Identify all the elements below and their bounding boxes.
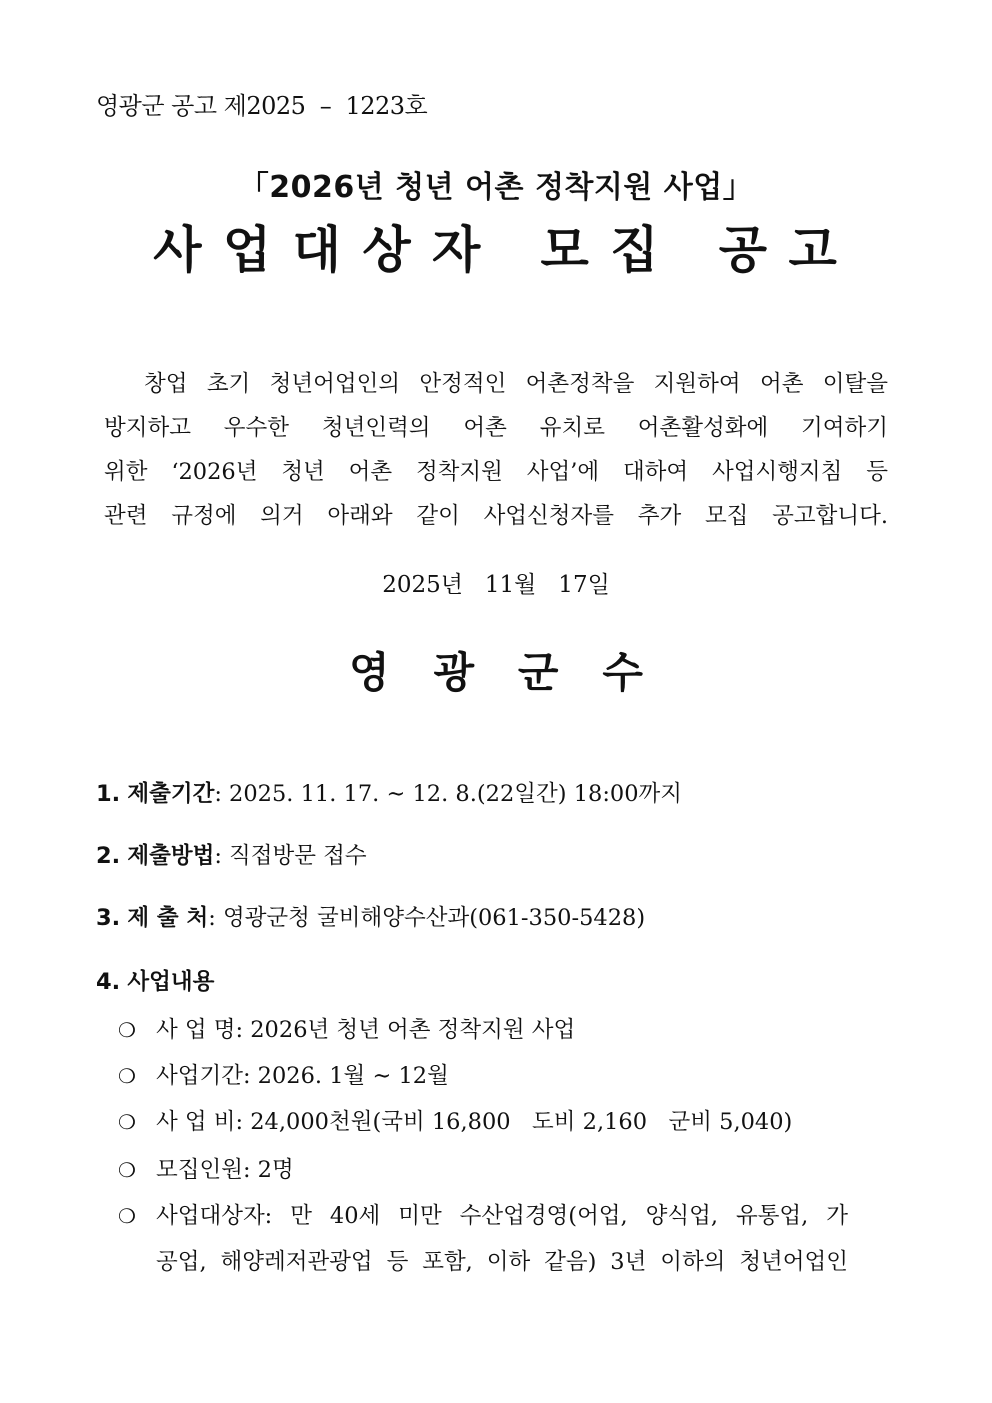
detail-business-budget xyxy=(118,1104,792,1136)
item-business-content xyxy=(96,964,214,996)
item-value: : 영광군청 굴비해양수산과(061-350-5428) xyxy=(208,905,646,931)
item-number: 3. xyxy=(96,905,121,931)
circle-bullet-icon: ❍ xyxy=(118,1110,136,1134)
item-label: 제 출 처 xyxy=(127,905,209,931)
signer: 영 광 군 수 xyxy=(349,648,643,697)
body-line-2: 방지하고 우수한 청년인력의 어촌 유치로 어촌활성화에 기여하기 xyxy=(104,415,888,441)
notice-date: 2025년 11월 17일 xyxy=(382,572,610,598)
detail-recruit-count xyxy=(118,1152,294,1184)
body-line-4: 관련 규정에 의거 아래와 같이 사업신청자를 추가 모집 공고합니다. xyxy=(104,503,888,529)
item-value: : 직접방문 접수 xyxy=(214,843,367,869)
title-line-2: 사 업 대 상 자 모 집 공 고 xyxy=(153,221,839,279)
detail-text: 사 업 비: 24,000천원(국비 16,800 도비 2,160 군비 5,040) xyxy=(156,1109,793,1135)
circle-bullet-icon: ❍ xyxy=(118,1064,136,1088)
item-number: 4. xyxy=(96,969,121,995)
detail-eligibility-continued xyxy=(156,1244,848,1276)
detail-eligibility xyxy=(118,1198,858,1230)
circle-bullet-icon: ❍ xyxy=(118,1204,136,1228)
item-submission-place xyxy=(96,900,645,932)
circle-bullet-icon: ❍ xyxy=(118,1018,136,1042)
item-submission-method xyxy=(96,838,367,870)
item-number: 2. xyxy=(96,843,121,869)
item-label: 제출방법 xyxy=(127,843,215,869)
detail-business-period xyxy=(118,1058,449,1090)
item-number: 1. xyxy=(96,781,121,807)
item-value: : 2025. 11. 17. ∼ 12. 8.(22일간) 18:00까지 xyxy=(214,781,683,807)
detail-text: 사 업 명: 2026년 청년 어촌 정착지원 사업 xyxy=(156,1017,576,1043)
title-line-1: 「2026년 청년 어촌 정착지원 사업」 xyxy=(238,170,754,205)
detail-business-name xyxy=(118,1012,575,1044)
item-submission-period xyxy=(96,776,682,808)
body-paragraph xyxy=(104,362,888,538)
detail-text: 사업대상자: 만 40세 미만 수산업경영(어업, 양식업, 유통업, 가 xyxy=(156,1203,848,1229)
item-label: 사업내용 xyxy=(127,969,215,995)
body-line-1: 창업 초기 청년어업인의 안정적인 어촌정착을 지원하여 어촌 이탈을 xyxy=(144,371,888,397)
circle-bullet-icon: ❍ xyxy=(118,1158,136,1182)
notice-number: 영광군 공고 제2025 – 1223호 xyxy=(96,92,428,120)
body-line-3: 위한 ‘2026년 청년 어촌 정착지원 사업’에 대하여 사업시행지침 등 xyxy=(104,459,888,485)
detail-text: 사업기간: 2026. 1월 ∼ 12월 xyxy=(156,1063,449,1089)
detail-text: 모집인원: 2명 xyxy=(156,1157,294,1183)
detail-text-continued: 공업, 해양레저관광업 등 포함, 이하 같음) 3년 이하의 청년어업인 xyxy=(156,1249,848,1275)
item-label: 제출기간 xyxy=(127,781,215,807)
